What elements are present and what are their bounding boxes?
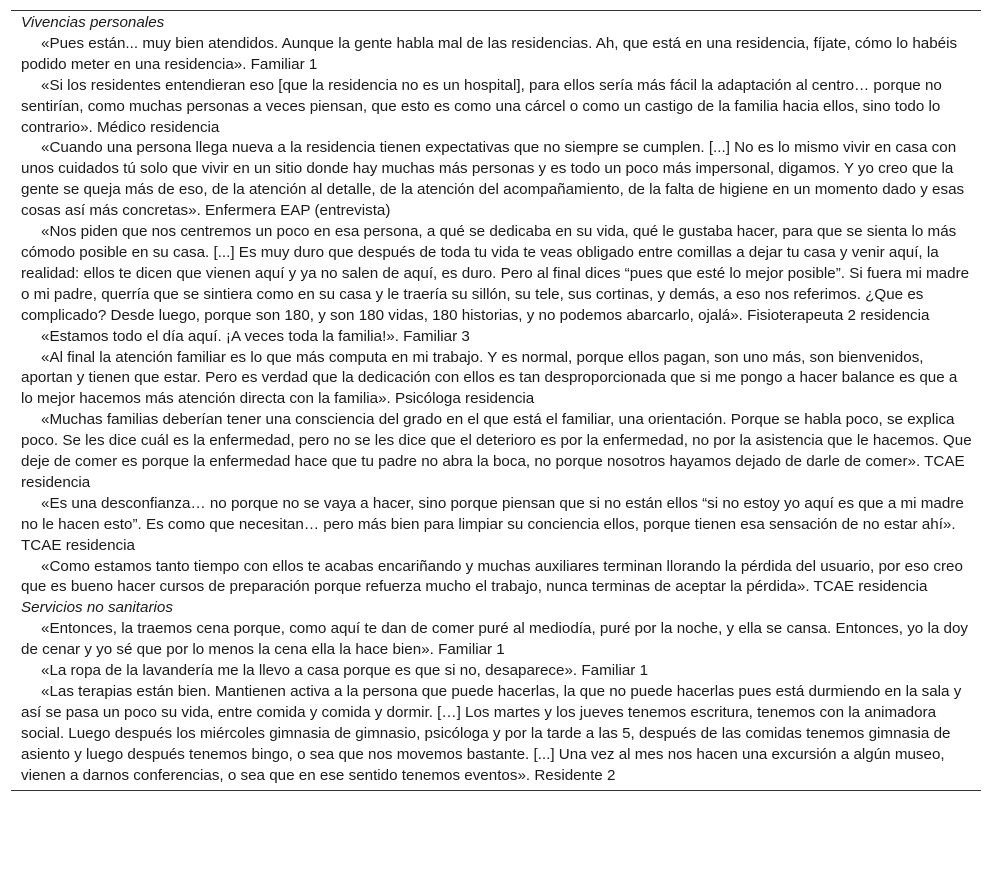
quote-item: «Nos piden que nos centremos un poco en esa persona, a qué se dedicaba en su vida, qué le gustaba hacer, para que se sienta lo más cómodo posible en su casa. [...] Es muy duro que después de toda tu vida te veas obligado entre comillas a dejar tu casa y venir aquí, la realidad: ellos te dicen que vienen aquí y ya no salen de aquí, es duro. Pero al final dices “pues que esté lo mejor posible”. Si fuera mi madre o mi padre, querría que se sintiera como en su casa y le traería su sillón, su tele, sus cortinas, y demás, a eso nos referimos. ¿Que es complicado? Desde luego, porque son 180, y son 180 vidas, 180 historias, y no podemos abarcarlo, ojalá». Fisioterapeuta 2 residencia bbox=[21, 223, 970, 324]
section-title-servicios: Servicios no sanitarios bbox=[21, 599, 173, 617]
quote-item: «Pues están... muy bien atendidos. Aunque la gente habla mal de las residencias. Ah, que está en una residencia, fíjate, cómo lo habéis podido meter en una residencia». Familiar 1 bbox=[21, 34, 958, 73]
quote-item: «Cuando una persona llega nueva a la residencia tienen expectativas que no siempre se cumplen. [...] No es lo mismo vivir en casa con unos cuidados tú solo que vivir en un sitio donde hay muchas más personas y es todo un poco más impersonal, digamos. Y yo creo que la gente se queja más de eso, de la atención al detalle, de la atención del acompañamiento, de la falta de higiene en un momento dado y esas cosas así más concretas». Enfermera EAP (entrevista) bbox=[21, 139, 965, 220]
quote-item: «Al final la atención familiar es lo que más computa en mi trabajo. Y es normal, porque ellos pagan, son uno más, son bienvenidos, aportan y tienen que estar. Pero es verdad que la dedicación con ellos es tan desproporcionada que si me pongo a hacer balance es que a lo mejor hacemos más atención directa con la familia». Psicóloga residencia bbox=[21, 348, 958, 408]
section-title-vivencias: Vivencias personales bbox=[21, 14, 165, 31]
quote-item: «La ropa de la lavandería me la llevo a casa porque es que si no, desaparece». Familiar 1 bbox=[41, 662, 649, 680]
quote-item: «Si los residentes entendieran eso [que la residencia no es un hospital], para ellos sería más fácil la adaptación al centro… porque no sentirían, como muchas personas a veces piensan, que esto es como una cárcel o como un castigo de la familia hacia ellos, sino todo lo contrario». Médico residencia bbox=[21, 76, 942, 136]
quote-item: «Las terapias están bien. Mantienen activa a la persona que puede hacerlas, la que no puede hacerlas pues está durmiendo en la sala y así se pasa un poco su vida, entre comida y comida y dormir. […] Los martes y los jueves tenemos escritura, tenemos con la animadora social. Luego después los miércoles gimnasia de gimnasio, psicóloga y por la tarde a las 5, después de las comidas tenemos gimnasia de asiento y luego después tenemos bingo, o sea que nos movemos bastante. [...] Una vez al mes nos hacen una excursión a algún museo, vienen a darnos conferencias, o sea que en ese sentido tenemos eventos». Residente 2 bbox=[21, 683, 962, 784]
quote-item: «Es una desconfianza… no porque no se vaya a hacer, sino porque piensan que si no están ellos “si no estoy yo aquí es que a mi madre no le hacen esto”. Es como que necesitan… pero más bien para limpiar su conciencia ellos, porque tienen esa sensación de no estar ahí». TCAE residencia bbox=[21, 494, 964, 554]
quote-item: «Muchas familias deberían tener una consciencia del grado en el que está el familiar, una orientación. Porque se habla poco, se explica poco. Se les dice cuál es la enfermedad, pero no se les dice que el deterioro es por la enfermedad, no por la asistencia que le hacemos. Que deje de comer es porque la enfermedad hace que tu padre no abra la boca, no porque nosotros hayamos dejado de darle de comer». TCAE residencia bbox=[21, 411, 972, 491]
quote-item: «Entonces, la traemos cena porque, como aquí te dan de comer puré al mediodía, puré por la noche, y ella se cansa. Entonces, yo la doy de cenar y yo sé que por lo menos la cena ella la hace bien». Familiar 1 bbox=[21, 620, 968, 659]
quote-item: «Estamos todo el día aquí. ¡A veces toda la familia!». Familiar 3 bbox=[41, 327, 470, 345]
quote-item: «Como estamos tanto tiempo con ellos te acabas encariñando y muchas auxiliares terminan llorando la pérdida del usuario, por eso creo que es bueno hacer cursos de preparación porque refuerza mucho el trabajo, nunca terminas de aceptar la pérdida». TCAE residencia bbox=[21, 557, 963, 596]
quotes-table bbox=[11, 10, 981, 791]
